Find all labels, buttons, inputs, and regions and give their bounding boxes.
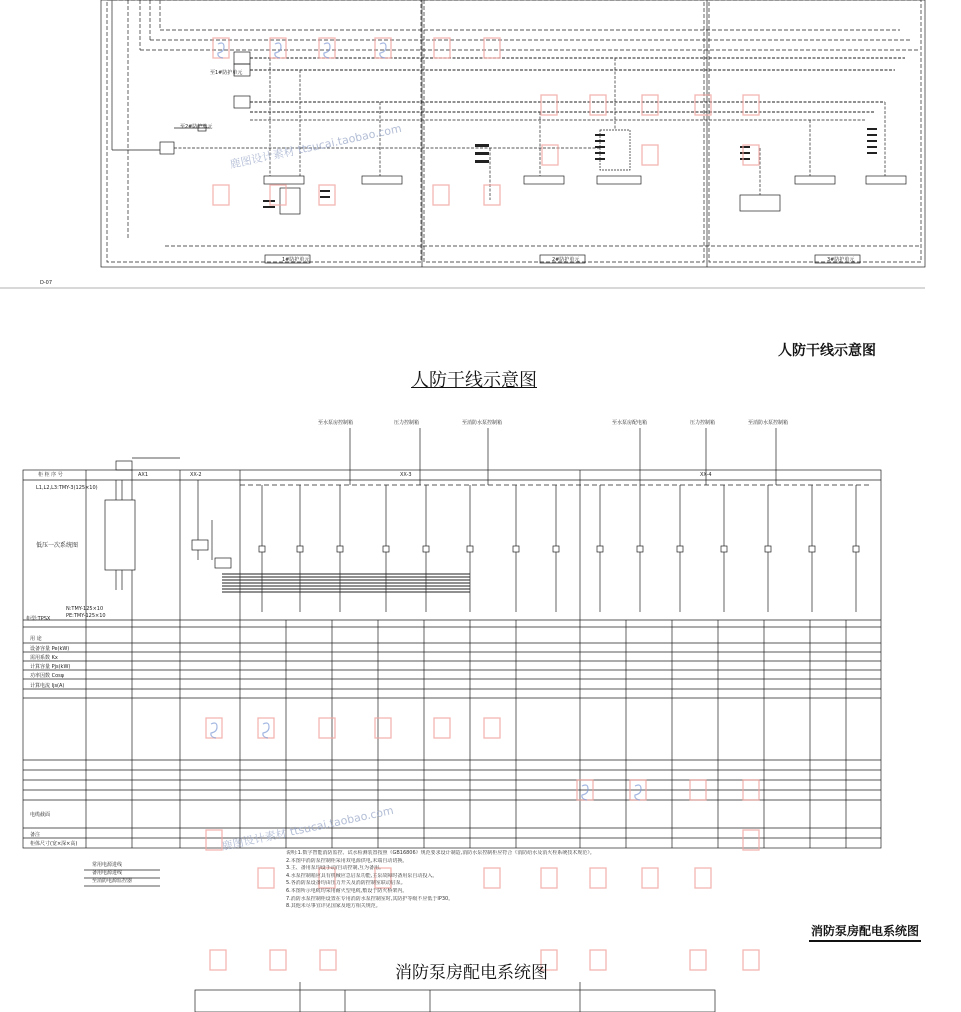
note-line: 5.各消防泵设备均由压力开关及消防控制室联动启泵。 bbox=[286, 880, 406, 887]
panel-xx3: XX-3 bbox=[400, 472, 412, 478]
row-label: 备注 bbox=[30, 832, 41, 838]
note-line: 3.主、备用泵均设手动/自动控制,互为备用。 bbox=[286, 865, 385, 872]
panel-xx4: XX-4 bbox=[700, 472, 712, 478]
main-busbars bbox=[222, 574, 470, 592]
page-ref: D-07 bbox=[40, 280, 53, 286]
node-label: 至2#防护单元 bbox=[180, 124, 213, 130]
unit-frame-3 bbox=[709, 0, 921, 262]
top-note: 至消防水泵控制箱 bbox=[462, 420, 503, 426]
top-note: 压力控制箱 bbox=[394, 420, 420, 426]
row-label: 用 途 bbox=[30, 636, 42, 642]
sub-panel bbox=[362, 176, 402, 184]
row-label: 电缆截面 bbox=[30, 812, 51, 818]
switch-symbols bbox=[105, 500, 859, 570]
sub-panel bbox=[740, 195, 780, 211]
row-label: 计算电流 Ijs(A) bbox=[30, 683, 65, 689]
pump-title-box: 消防泵房配电系统图 bbox=[809, 922, 921, 942]
note-line: 2.本图中消防泵控制柜采用双电源供电,末端自动切换。 bbox=[286, 857, 408, 864]
trunk-title-center: 人防干线示意图 bbox=[411, 370, 537, 391]
pump-system-diagram bbox=[23, 428, 881, 1012]
pump-frame bbox=[23, 470, 881, 848]
unit-label-2: 2#防护单元 bbox=[552, 257, 580, 263]
pump-title-center: 消防泵房配电系统图 bbox=[395, 963, 548, 983]
distribution-box bbox=[234, 96, 250, 108]
note-line: 4.水泵控制箱应具有机械应急启泵功能,主泵故障时备用泵自动投入。 bbox=[286, 872, 438, 879]
top-note: 压力控制箱 bbox=[690, 420, 716, 426]
watermark-text: 鹿图设计素材 ttsucai.taobao.com bbox=[220, 803, 395, 854]
top-note: 至消防水泵控制箱 bbox=[748, 420, 789, 426]
panel-xx2: XX-2 bbox=[190, 472, 202, 478]
system-label: 低压一次系统图 bbox=[36, 542, 79, 549]
row-label: 设备容量 Pe(kW) bbox=[30, 646, 70, 652]
next-table bbox=[195, 990, 715, 1012]
top-note: 至水泵房控制箱 bbox=[318, 420, 354, 426]
note-line: 说明:1.数字智能消防监控、试水检测装置按照《GB16806》规范要求设计制造,消防水泵控制柜应符合《消防给水及消火栓系统技术规范》。 bbox=[286, 850, 595, 856]
design-notes bbox=[286, 850, 806, 911]
sub-panel bbox=[866, 176, 906, 184]
note-line: 7.消防水泵控制柜设置在专用消防水泵控制室时,其防护等级不应低于IP30。 bbox=[286, 895, 454, 902]
sub-panel bbox=[795, 176, 835, 184]
sub-panel bbox=[280, 188, 300, 214]
trunk-diagram bbox=[0, 0, 925, 288]
legend-entry: 常用电源进线 bbox=[92, 862, 123, 868]
sub-panel bbox=[597, 176, 641, 184]
row-label: 功率因数 Cosφ bbox=[30, 673, 65, 679]
row-label: 计算容量 Pjs(kW) bbox=[30, 664, 71, 670]
neutral-n: N:TMY-125×10 bbox=[66, 606, 104, 612]
row-label: 需用系数 Kx bbox=[30, 655, 58, 661]
legend-entry: 备用电源进线 bbox=[92, 870, 123, 876]
sub-panel bbox=[524, 176, 564, 184]
cabinet-model: 柜型:TPSX bbox=[26, 616, 51, 622]
distribution-box bbox=[160, 142, 174, 154]
busbar-label: L1,L2,L3:TMY-3(125×10) bbox=[36, 485, 98, 491]
watermark-text: 鹿图设计素材 ttsucai.taobao.com bbox=[228, 121, 403, 172]
note-line: 6.本图所示电缆均采用耐火型电缆,敷设于防火桥架内。 bbox=[286, 887, 408, 894]
unit-frame-2 bbox=[424, 0, 704, 262]
sub-panel bbox=[264, 176, 304, 184]
top-note: 至水泵房配电箱 bbox=[612, 420, 648, 426]
row-label-header: 柜 柜 序 号 bbox=[38, 472, 63, 478]
neutral-pe: PE:TMY-125×10 bbox=[66, 613, 106, 619]
distribution-box bbox=[234, 52, 250, 64]
unit-label-1: 1#防护单元 bbox=[282, 257, 310, 263]
unit-label-3: 3#防护单元 bbox=[827, 257, 855, 263]
legend-entry: 至消防电源监控器 bbox=[92, 878, 133, 884]
note-line: 8.其他未尽事宜详见国家及地方相关规范。 bbox=[286, 903, 381, 910]
panel-ax1: AX1 bbox=[138, 472, 149, 478]
trunk-title-right: 人防干线示意图 bbox=[778, 343, 876, 359]
node-label: 至1#防护单元 bbox=[210, 70, 243, 76]
row-label: 柜体尺寸(宽×深×高) bbox=[30, 841, 78, 847]
